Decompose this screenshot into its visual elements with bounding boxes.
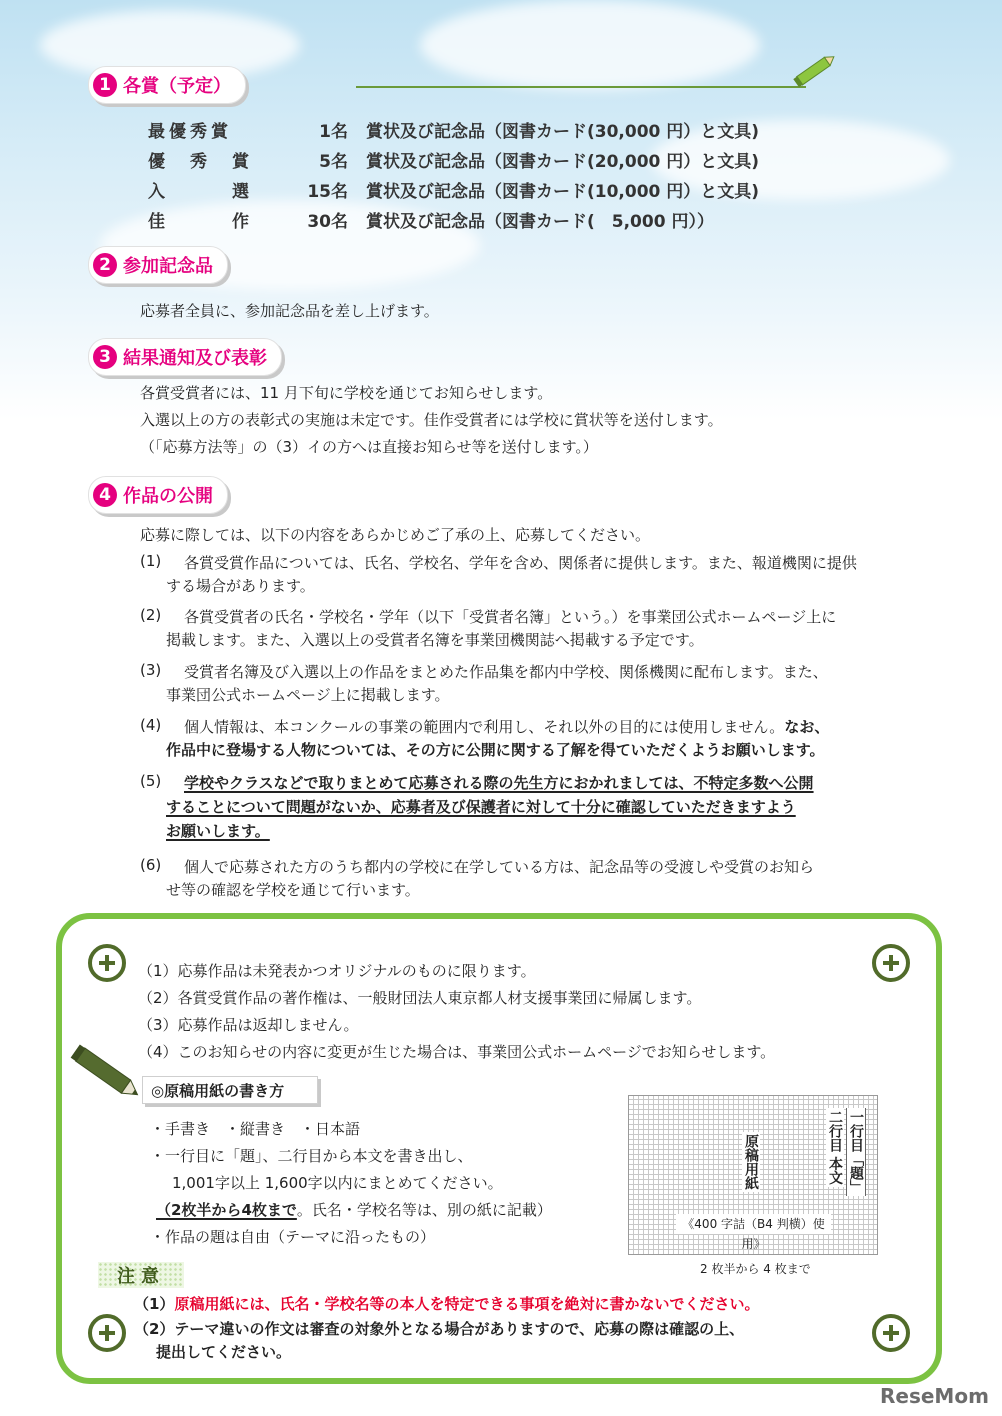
caution-item: [134, 1293, 759, 1314]
award-name: 入 選: [148, 182, 253, 202]
item-text: 事業団公式ホームページ上に掲載します。: [166, 686, 450, 704]
manuscript-rule-bold: （2枚半から4枚まで: [156, 1201, 297, 1219]
item-text: せ等の確認を学校を通じて行います。: [166, 881, 420, 899]
award-name: 優 秀 賞: [148, 152, 253, 172]
award-count: 1名: [319, 122, 348, 142]
pencil-icon: [68, 1042, 148, 1106]
award-prize: 賞状及び記念品（図書カード(10,000 円）と文具): [366, 182, 760, 202]
award-name: 最優秀賞: [148, 122, 232, 142]
section-awards-heading: [88, 66, 246, 104]
plus-icon: [88, 1314, 126, 1352]
caution-label: （1）: [134, 1295, 175, 1313]
manuscript-rule-rest: 。氏名・学校名等は、別の紙に記載）: [296, 1201, 552, 1219]
cloud: [420, 0, 760, 90]
item-text: 個人で応募された方のうち都内の学校に在学している方は、記念品等の受渡しや受賞のお知ら: [184, 858, 815, 876]
section-title: 各賞（予定）: [123, 76, 231, 97]
plus-icon: [88, 944, 126, 982]
item-text-bold-part: なお、: [784, 718, 830, 736]
manuscript-rule: 1,001字以上 1,600字以内にまとめてください。: [172, 1174, 503, 1192]
award-prize: 賞状及び記念品（図書カード(30,000 円）と文具): [366, 122, 760, 142]
item-text: 各賞受賞者の氏名・学校名・学年（以下「受賞者名簿」という。）を事業団公式ホームページ上に: [184, 608, 837, 626]
award-count: 30名: [307, 212, 348, 232]
section-publish-heading: [88, 476, 228, 514]
paper-under-caption: 2 枚半から 4 枚まで: [700, 1262, 811, 1276]
notice-item: （2）各賞受賞作品の著作権は、一般財団法人東京都人材支援事業団に帰属します。: [138, 989, 702, 1007]
results-line: 入選以上の方の表彰式の実施は未定です。佳作受賞者には学校に賞状等を送付します。: [140, 411, 723, 429]
item-label: (5): [140, 772, 162, 790]
caution-text: 原稿用紙には、氏名・学校名等の本人を特定できる事項を絶対に書かないでください。: [174, 1295, 760, 1313]
paper-caption: 《400 字詰（B4 判横）使用》: [676, 1214, 831, 1234]
section-number: 1: [93, 73, 117, 97]
pencil-icon: [790, 50, 840, 90]
gift-text: 応募者全員に、参加記念品を差し上げます。: [140, 302, 439, 320]
item-label: (1): [140, 552, 162, 570]
section-results-heading: [88, 338, 282, 376]
notice-item: （1）応募作品は未発表かつオリジナルのものに限ります。: [138, 962, 536, 980]
item-text: お願いします。: [166, 822, 270, 840]
caution-heading: 注意: [98, 1262, 184, 1288]
caution-item: （2）テーマ違いの作文は審査の対象外となる場合がありますので、応募の際は確認の上、: [134, 1320, 745, 1338]
item-label: (2): [140, 606, 162, 624]
paper-label-row2: 二行目 本文: [827, 1110, 843, 1185]
paper-label-main: 原稿用紙: [743, 1134, 759, 1190]
section-number: 4: [93, 483, 117, 507]
manuscript-rule: [156, 1199, 552, 1220]
item-text-part: 個人情報は、本コンクールの事業の範囲内で利用し、それ以外の目的には使用しません。: [184, 718, 785, 736]
section-title: 作品の公開: [123, 486, 213, 507]
section-title: 参加記念品: [123, 256, 213, 277]
notice-item: （3）応募作品は返却しません。: [138, 1016, 359, 1034]
item-text: する場合があります。: [166, 577, 315, 595]
plus-icon: [872, 1314, 910, 1352]
item-text: 受賞者名簿及び入選以上の作品をまとめた作品集を都内中学校、関係機関に配布します。また、: [184, 663, 828, 681]
section-title: 結果通知及び表彰: [123, 348, 267, 369]
award-prize: 賞状及び記念品（図書カード(20,000 円）と文具): [366, 152, 760, 172]
section-number: 2: [93, 253, 117, 277]
site-logo: ReseMom: [880, 1384, 989, 1408]
item-text: 作品中に登場する人物については、その方に公開に関する了解を得ていただくようお願いします。: [166, 741, 825, 759]
publish-intro: 応募に際しては、以下の内容をあらかじめご了承の上、応募してください。: [140, 526, 651, 544]
section-gift-heading: [88, 246, 228, 284]
section-number: 3: [93, 345, 117, 369]
manuscript-rule: ・手書き ・縦書き ・日本語: [150, 1120, 361, 1138]
award-prize: 賞状及び記念品（図書カード( 5,000 円））: [366, 212, 714, 232]
item-text: [184, 716, 829, 737]
item-text: 学校やクラスなどで取りまとめて応募される際の先生方におかれましては、不特定多数へ公開: [184, 774, 814, 792]
award-name: 佳 作: [148, 212, 253, 232]
manuscript-rule: ・作品の題は自由（テーマに沿ったもの）: [150, 1228, 436, 1246]
item-label: (3): [140, 661, 162, 679]
item-text: 各賞受賞作品については、氏名、学校名、学年を含め、関係者に提供します。また、報道機関に提供: [184, 554, 857, 572]
award-count: 5名: [319, 152, 348, 172]
award-count: 15名: [307, 182, 348, 202]
item-label: (4): [140, 716, 162, 734]
plus-icon: [872, 944, 910, 982]
item-text: 掲載します。また、入選以上の受賞者名簿を事業団機関誌へ掲載する予定です。: [166, 631, 704, 649]
item-text: することについて問題がないか、応募者及び保護者に対して十分に確認していただきますよう: [166, 798, 796, 816]
notice-item: （4）このお知らせの内容に変更が生じた場合は、事業団公式ホームページでお知らせします。: [138, 1043, 776, 1061]
item-label: (6): [140, 856, 162, 874]
results-line: （「応募方法等」の（3）イの方へは直接お知らせ等を送付します。）: [140, 438, 598, 456]
results-line: 各賞受賞者には、11 月下旬に学校を通じてお知らせします。: [140, 384, 553, 402]
heading-underline: [356, 86, 806, 88]
manuscript-heading: ◎原稿用紙の書き方: [142, 1076, 318, 1104]
manuscript-rule: ・一行目に「題」、二行目から本文を書き出し、: [150, 1147, 473, 1165]
caution-item: 提出してください。: [156, 1343, 292, 1361]
paper-label-row1: 一行目「題」: [848, 1110, 864, 1194]
